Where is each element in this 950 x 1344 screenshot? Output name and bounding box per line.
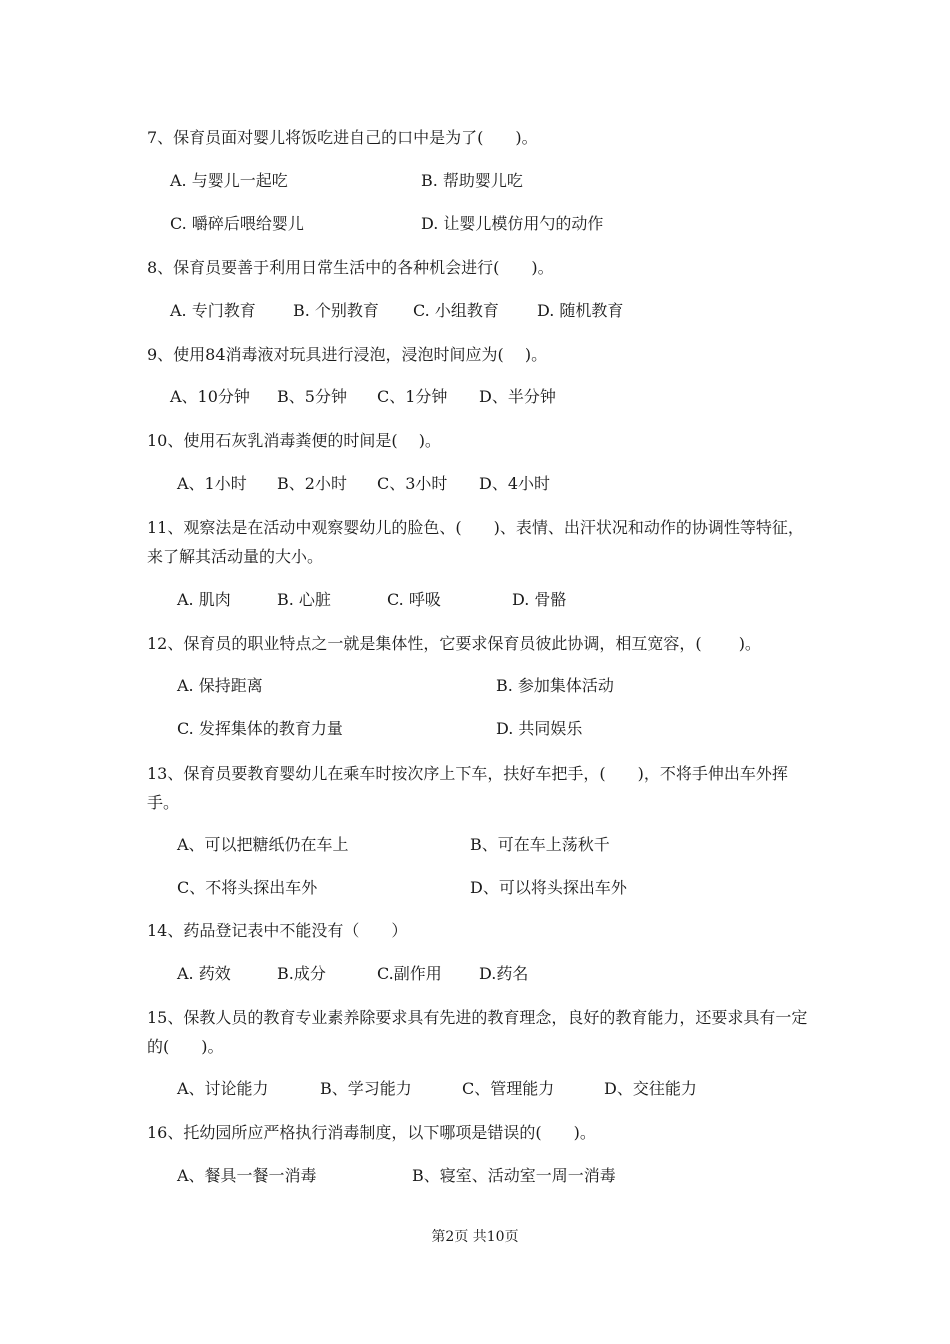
question-14-option-c: C.副作用 [377, 964, 442, 983]
question-8-stem: 8、保育员要善于利用日常生活中的各种机会进行( )。 [147, 258, 554, 277]
question-7-option-d: D. 让婴儿模仿用勺的动作 [421, 214, 604, 233]
question-14-option-d: D.药名 [479, 964, 529, 983]
question-16-option-b: B、寝室、活动室一周一消毒 [412, 1166, 616, 1185]
question-14-stem: 14、药品登记表中不能没有（ ） [147, 921, 408, 940]
question-7-stem: 7、保育员面对婴儿将饭吃进自己的口中是为了( )。 [147, 128, 538, 147]
question-9-option-c: C、1分钟 [377, 387, 448, 406]
question-8-option-d: D. 随机教育 [537, 301, 624, 320]
question-9-option-a: A、10分钟 [170, 387, 250, 406]
question-7-option-b: B. 帮助婴儿吃 [421, 171, 523, 190]
question-13-option-d: D、可以将头探出车外 [470, 878, 627, 897]
question-13-option-a: A、可以把糖纸仍在车上 [177, 835, 349, 854]
question-11-option-d: D. 骨骼 [512, 590, 567, 609]
question-8-option-c: C. 小组教育 [413, 301, 499, 320]
question-16-option-a: A、餐具一餐一消毒 [177, 1166, 317, 1185]
question-11-option-a: A. 肌肉 [177, 590, 231, 609]
question-12-option-c: C. 发挥集体的教育力量 [177, 719, 343, 738]
question-13-option-c: C、不将头探出车外 [177, 878, 318, 897]
question-12-option-b: B. 参加集体活动 [496, 676, 614, 695]
question-12-option-a: A. 保持距离 [177, 676, 263, 695]
question-9-option-b: B、5分钟 [277, 387, 347, 406]
question-9-stem: 9、使用84消毒液对玩具进行浸泡，浸泡时间应为( )。 [147, 345, 548, 364]
question-8-option-b: B. 个别教育 [293, 301, 379, 320]
question-15-stem: 15、保教人员的教育专业素养除要求具有先进的教育理念，良好的教育能力，还要求具有一定的( )。 [147, 1008, 808, 1056]
question-7-option-a: A. 与婴儿一起吃 [170, 171, 288, 190]
question-15-option-a: A、讨论能力 [177, 1079, 269, 1098]
question-10-option-c: C、3小时 [377, 474, 448, 493]
question-11-option-b: B. 心脏 [277, 590, 331, 609]
question-10-option-b: B、2小时 [277, 474, 347, 493]
question-7-option-c: C. 嚼碎后喂给婴儿 [170, 214, 304, 233]
question-15-option-d: D、交往能力 [604, 1079, 697, 1098]
question-13-stem: 13、保育员要教育婴幼儿在乘车时按次序上下车，扶好车把手，( )，不将手伸出车外挥手。 [147, 764, 788, 812]
question-10-stem: 10、使用石灰乳消毒粪便的时间是( )。 [147, 431, 441, 450]
page-number-footer: 第2页 共10页 [431, 1229, 519, 1245]
question-10-option-d: D、4小时 [479, 474, 551, 493]
question-12-option-d: D. 共同娱乐 [496, 719, 583, 738]
question-16-stem: 16、托幼园所应严格执行消毒制度，以下哪项是错误的( )。 [147, 1123, 596, 1142]
question-9-option-d: D、半分钟 [479, 387, 556, 406]
question-15-option-c: C、管理能力 [462, 1079, 555, 1098]
question-8-option-a: A. 专门教育 [170, 301, 256, 320]
question-13-option-b: B、可在车上荡秋千 [470, 835, 610, 854]
question-14-option-b: B.成分 [277, 964, 326, 983]
question-11-option-c: C. 呼吸 [387, 590, 441, 609]
question-11-stem: 11、观察法是在活动中观察婴幼儿的脸色、( )、表情、出汗状况和动作的协调性等特征，来了解其活动量的大小。 [147, 518, 804, 566]
question-12-stem: 12、保育员的职业特点之一就是集体性，它要求保育员彼此协调，相互宽容，( )。 [147, 634, 761, 653]
question-10-option-a: A、1小时 [177, 474, 247, 493]
question-15-option-b: B、学习能力 [320, 1079, 412, 1098]
question-14-option-a: A. 药效 [177, 964, 231, 983]
